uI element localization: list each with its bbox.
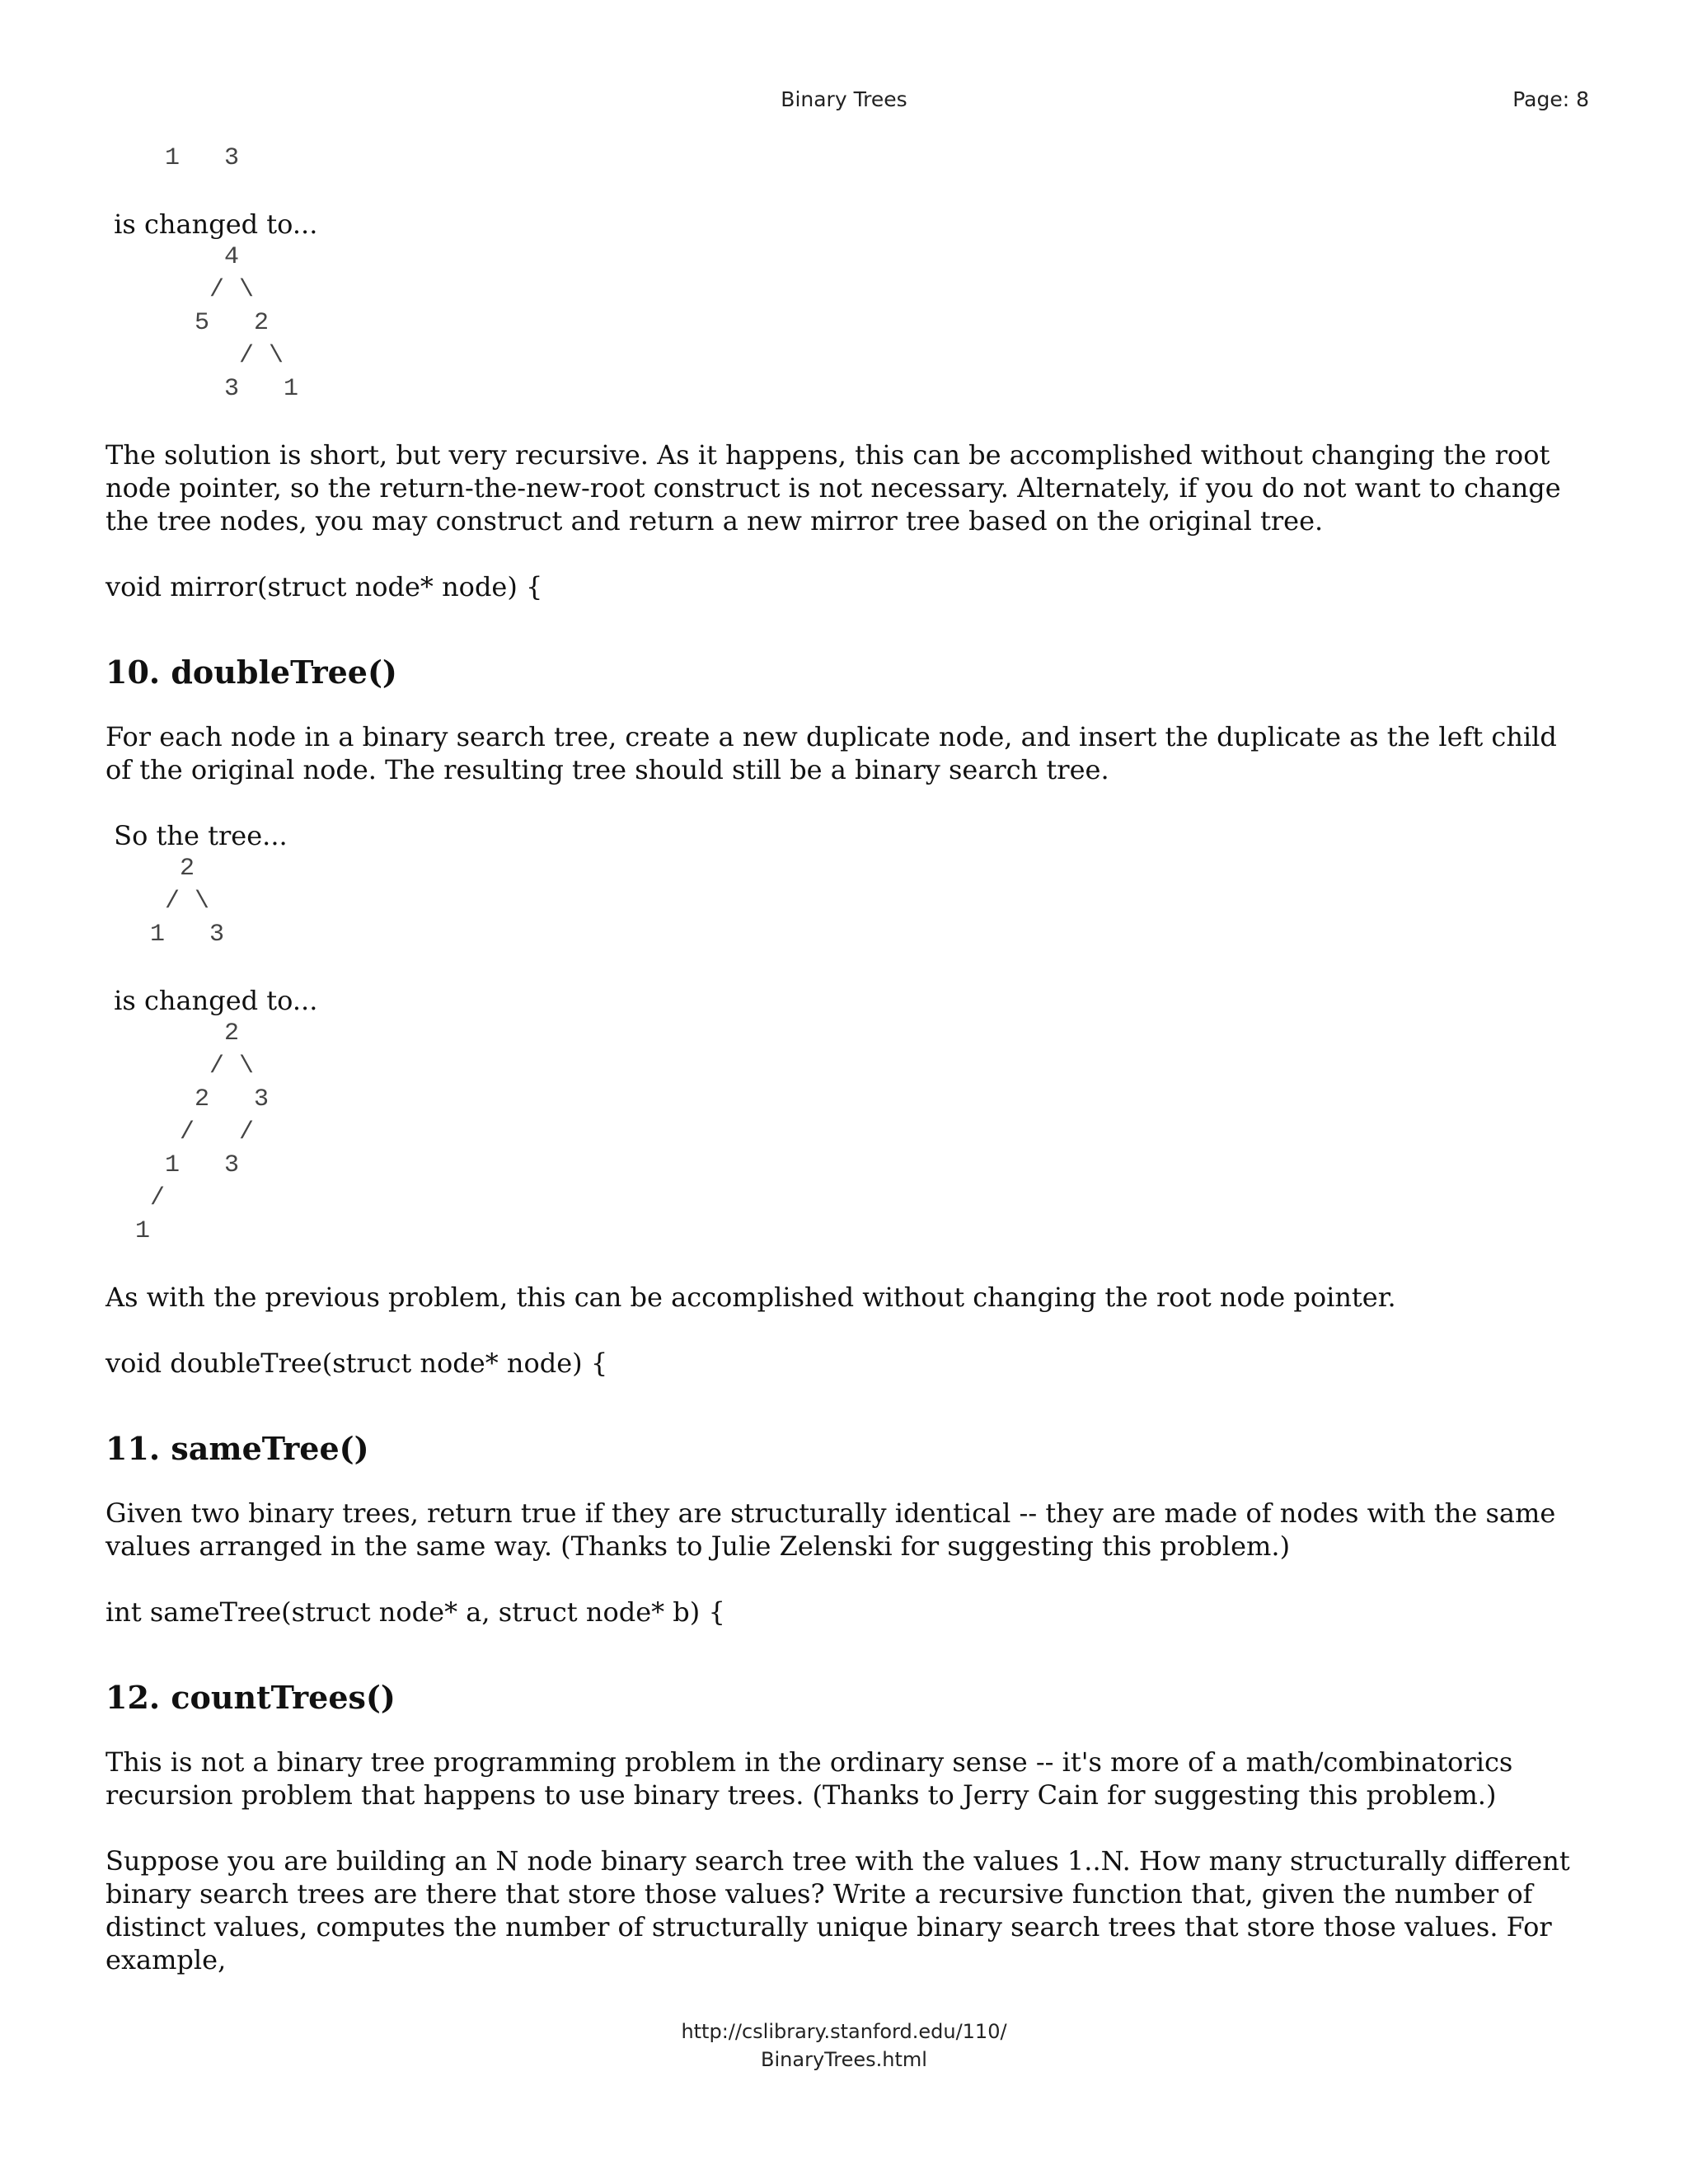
tree-diagram-doubled: 2 / \ 2 3 / / 1 3 / 1 bbox=[135, 1019, 270, 1245]
page-footer bbox=[0, 2018, 1688, 2074]
paragraph-doubletree-note: As with the previous problem, this can be accomplished without changing the root node pointer. bbox=[106, 1282, 1396, 1313]
paragraph-counttrees-intro: This is not a binary tree programming problem in the ordinary sense -- it's more of a math/combinatorics recursion problem that happens to use binary trees. (Thanks to Jerry Cain for suggesting this problem.) bbox=[106, 1746, 1522, 1811]
section-heading-sametree: 11. sameTree() bbox=[106, 1430, 369, 1467]
so-the-tree-label: So the tree... bbox=[106, 820, 288, 851]
function-signature-mirror: void mirror(struct node* node) { bbox=[106, 571, 543, 602]
section-heading-counttrees: 12. countTrees() bbox=[106, 1679, 396, 1716]
changed-to-label: is changed to... bbox=[106, 985, 318, 1016]
tree-diagram-tail: 1 3 bbox=[106, 144, 240, 172]
changed-to-label: is changed to... bbox=[106, 209, 318, 240]
function-signature-doubletree: void doubleTree(struct node* node) { bbox=[106, 1347, 608, 1379]
tree-diagram-mirrored: 4 / \ 5 2 / \ 3 1 bbox=[195, 243, 299, 403]
paragraph-sametree-intro: Given two binary trees, return true if they are structurally identical -- they are made of nodes with the same values arranged in the same way. (Thanks to Julie Zelenski for suggesting this problem.) bbox=[106, 1497, 1564, 1562]
function-signature-sametree: int sameTree(struct node* a, struct node* b) { bbox=[106, 1596, 725, 1628]
footer-url-line-1[interactable]: http://cslibrary.stanford.edu/110/ bbox=[681, 2020, 1007, 2043]
paragraph-counttrees-problem: Suppose you are building an N node binary search tree with the values 1..N. How many structurally different binary search trees are there that store those values? Write a recursive function that, given the number of distinct values, computes the number of structurally unique binary search trees that store those values. For example, bbox=[106, 1845, 1578, 1975]
paragraph-mirror-solution: The solution is short, but very recursive. As it happens, this can be accomplished without changing the root node pointer, so the return-the-new-root construct is not necessary. Alternately, if you do not want to change the tree nodes, you may construct and return a new mirror tree based on the original tree. bbox=[106, 439, 1569, 537]
paragraph-doubletree-intro: For each node in a binary search tree, create a new duplicate node, and insert the duplicate as the left child of the original node. The resulting tree should still be a binary search tree. bbox=[106, 721, 1566, 785]
page-content bbox=[106, 142, 1589, 1976]
section-heading-doubletree: 10. doubleTree() bbox=[106, 654, 397, 691]
running-header-title: Binary Trees bbox=[781, 87, 907, 111]
page-number: Page: 8 bbox=[1512, 87, 1589, 111]
tree-diagram-original: 2 / \ 1 3 bbox=[150, 855, 225, 949]
footer-url-line-2[interactable]: BinaryTrees.html bbox=[761, 2048, 927, 2071]
